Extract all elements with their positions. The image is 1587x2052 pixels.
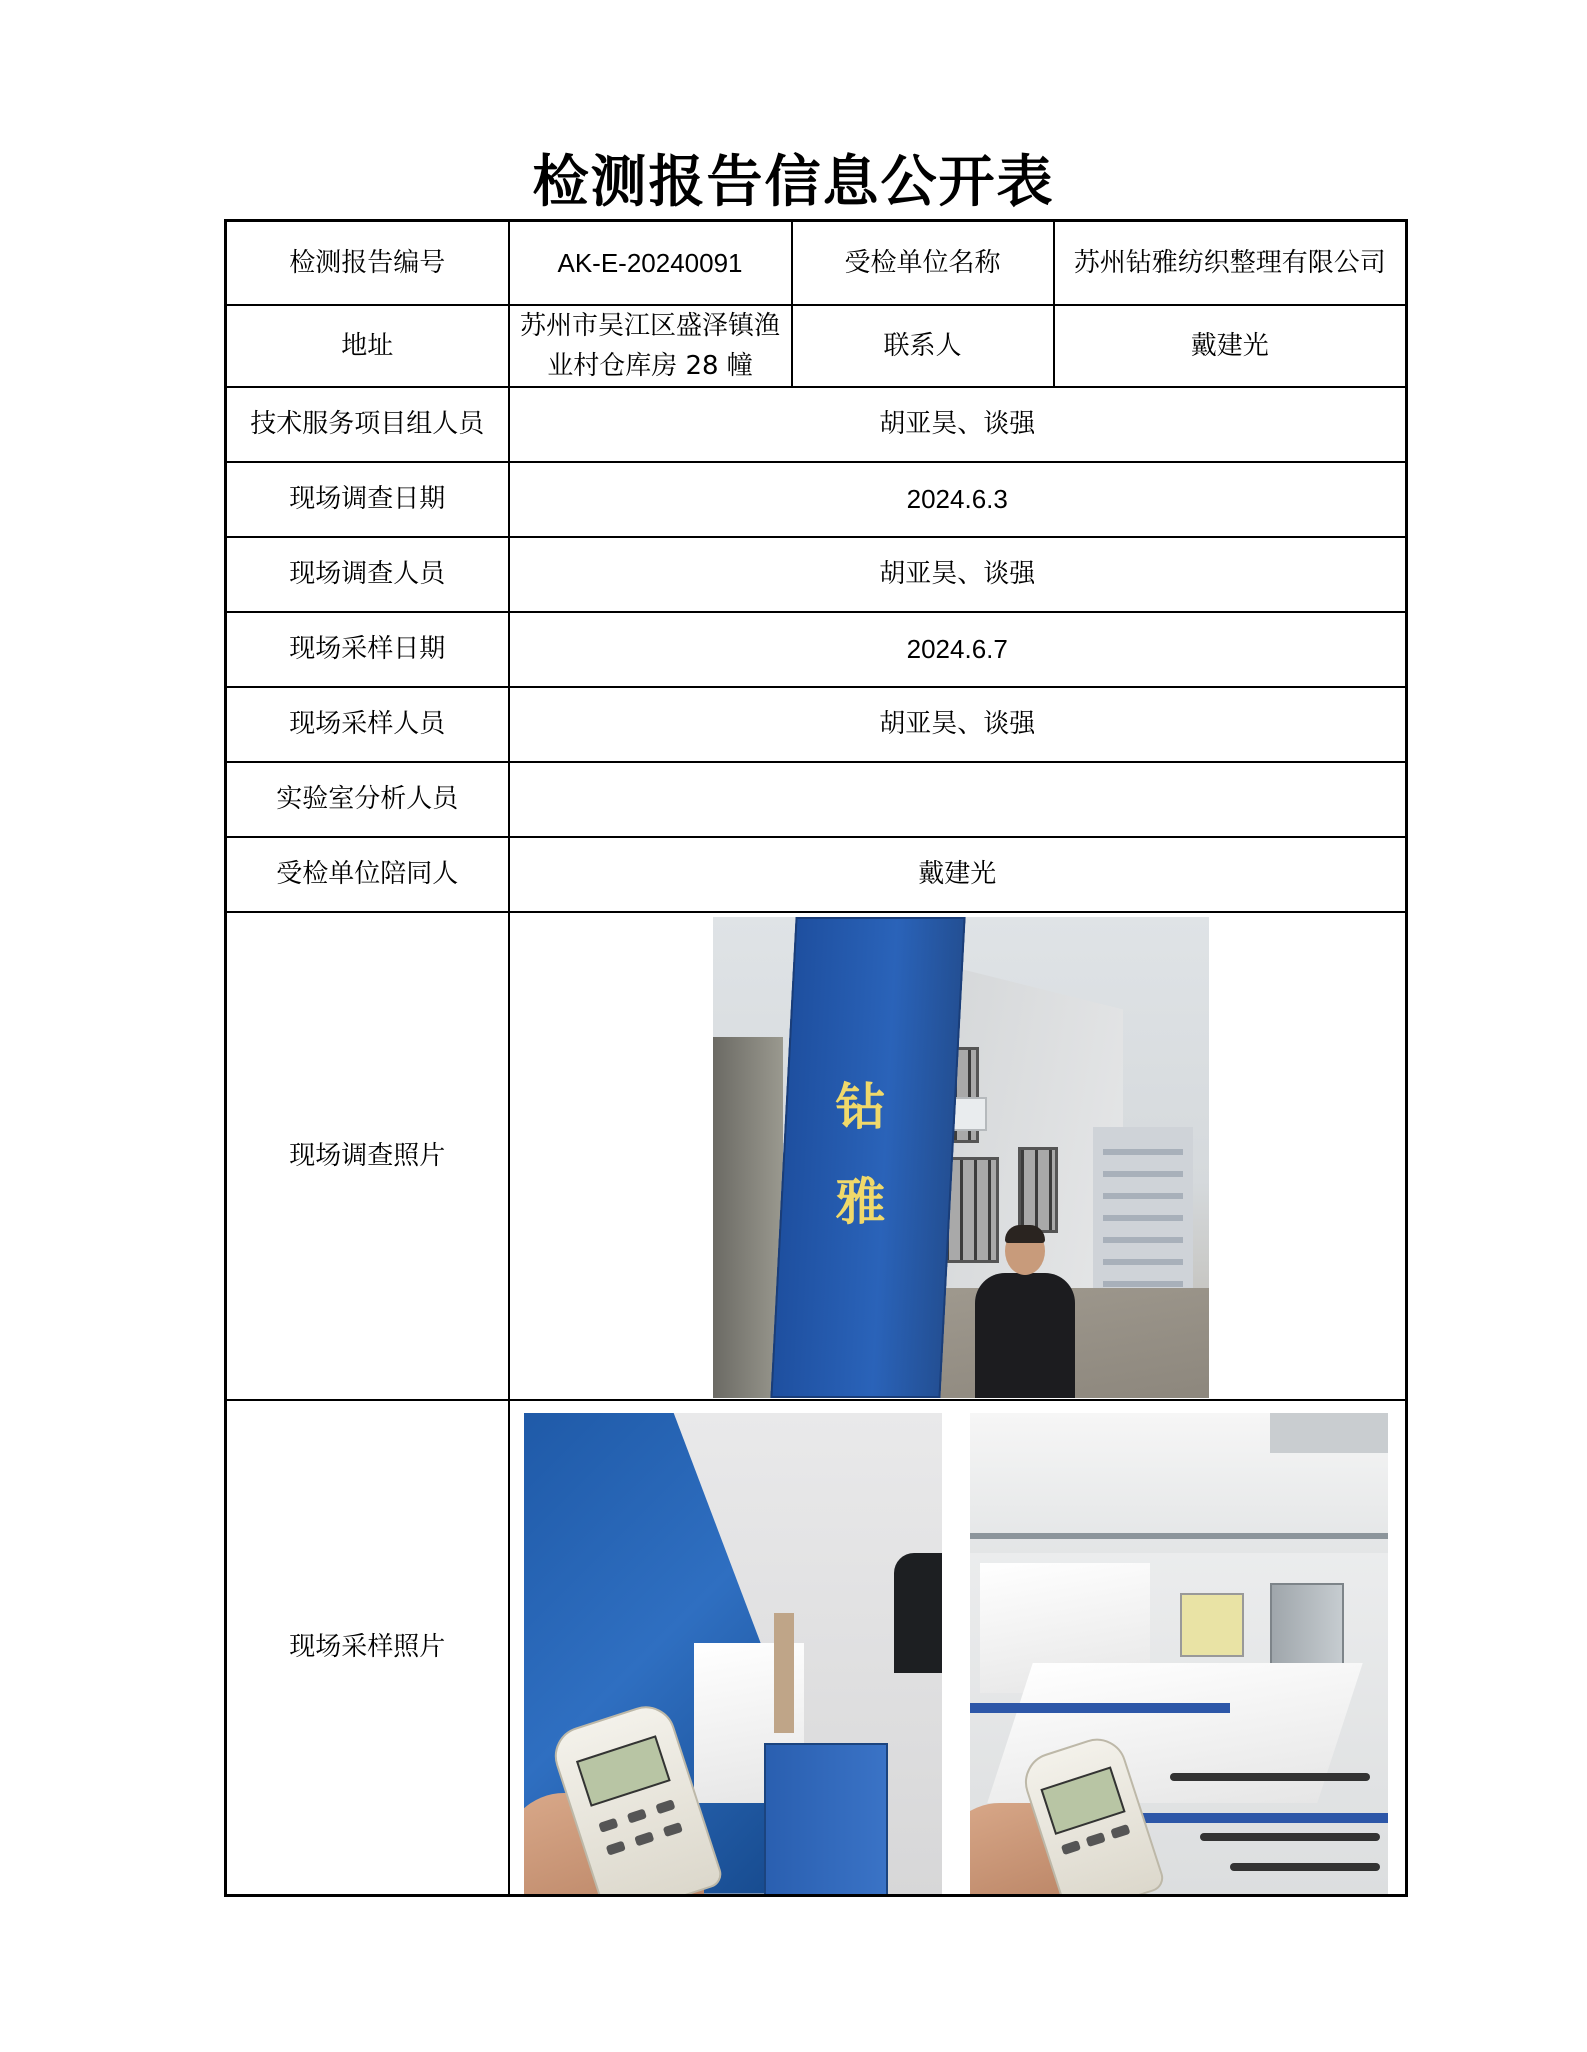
banner-char-1: 钻 [835,1077,886,1136]
sampling-photo-1 [524,1413,942,1894]
unit-name-label: 受检单位名称 [792,221,1054,305]
lab-staff-value [509,762,1407,837]
row-address [226,305,1407,387]
row-escort [226,837,1407,912]
survey-staff-label: 现场调查人员 [226,537,509,612]
survey-date-value: 2024.6.3 [509,462,1407,537]
page-title: 检测报告信息公开表 [532,150,1055,215]
contact-value: 戴建光 [1054,305,1407,387]
person-figure [975,1227,1075,1398]
survey-date-label: 现场调查日期 [226,462,509,537]
row-sampling-photo [226,1400,1407,1896]
lab-staff-label: 实验室分析人员 [226,762,509,837]
row-sampling-date [226,612,1407,687]
sampling-photo-cell [509,1400,1407,1896]
survey-photo-cell [509,912,1407,1400]
sampling-photo-2 [970,1413,1388,1894]
project-team-value: 胡亚昊、谈强 [509,387,1407,462]
sampling-date-label: 现场采样日期 [226,612,509,687]
escort-label: 受检单位陪同人 [226,837,509,912]
address-value: 苏州市吴江区盛泽镇渔业村仓库房 28 幢 [509,305,792,387]
survey-staff-value: 胡亚昊、谈强 [509,537,1407,612]
row-survey-staff [226,537,1407,612]
survey-photo-label: 现场调查照片 [226,912,509,1400]
sampling-date-value: 2024.6.7 [509,612,1407,687]
row-survey-photo [226,912,1407,1400]
report-table [224,219,1408,1897]
banner-char-2: 雅 [835,1172,886,1231]
sampling-photo-label: 现场采样照片 [226,1400,509,1896]
report-no-label: 检测报告编号 [226,221,509,305]
contact-label: 联系人 [792,305,1054,387]
row-lab-staff [226,762,1407,837]
unit-name-value: 苏州钻雅纺织整理有限公司 [1054,221,1407,305]
row-project-team [226,387,1407,462]
sampling-staff-value: 胡亚昊、谈强 [509,687,1407,762]
row-sampling-staff [226,687,1407,762]
blue-banner [770,917,965,1398]
row-report-no [226,221,1407,305]
row-survey-date [226,462,1407,537]
survey-photo [713,917,1209,1398]
escort-value: 戴建光 [509,837,1407,912]
sampling-staff-label: 现场采样人员 [226,687,509,762]
report-no-value: AK-E-20240091 [509,221,792,305]
project-team-label: 技术服务项目组人员 [226,387,509,462]
address-label: 地址 [226,305,509,387]
